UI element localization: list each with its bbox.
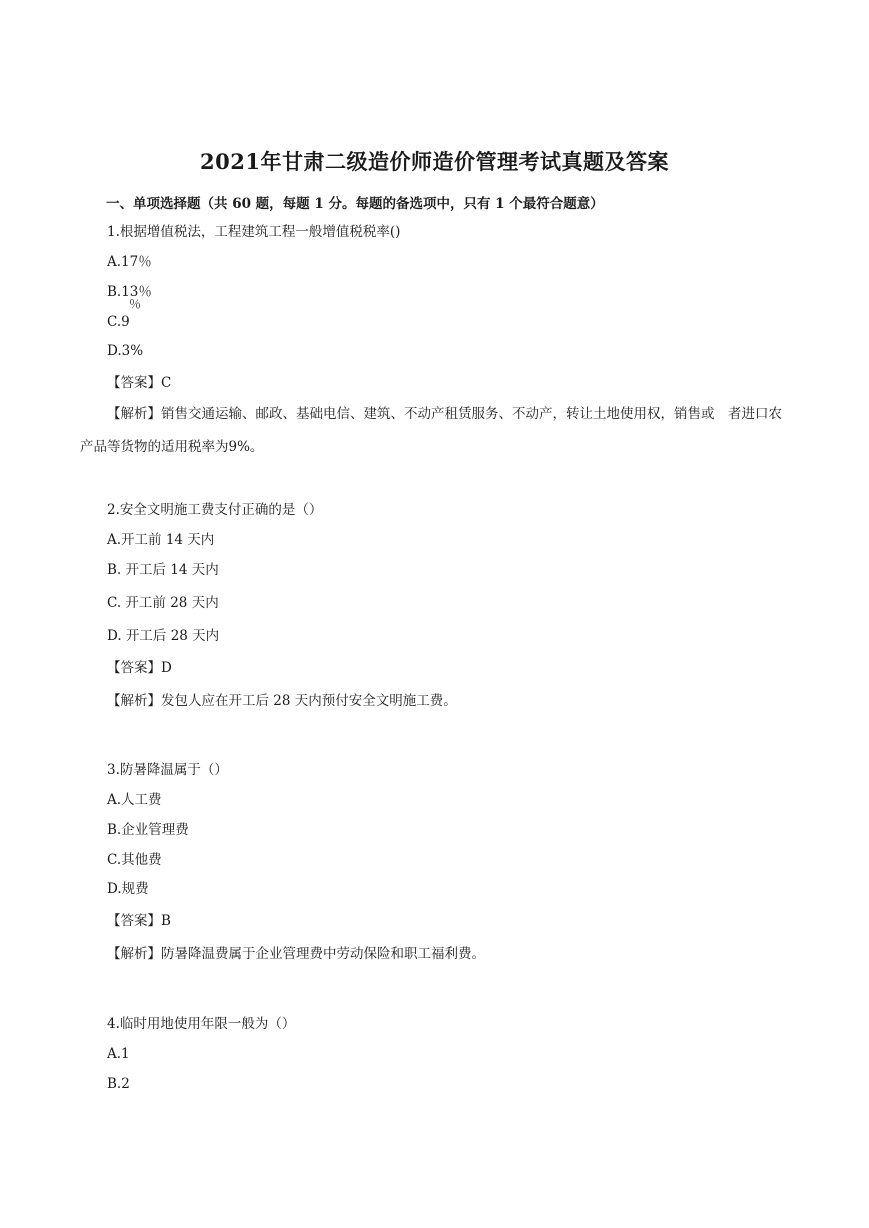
page-title: 2021年甘肃二级造价师造价管理考试真题及答案 xyxy=(200,149,669,174)
question-3-stem: 3.防暑降温属于（） xyxy=(107,762,228,778)
question-4-option-b: B.2 xyxy=(107,1076,130,1092)
question-4-option-a: A.1 xyxy=(107,1046,130,1062)
question-3-analysis: 【解析】防暑降温费属于企业管理费中劳动保险和职工福利费。 xyxy=(107,946,485,962)
question-3-option-d: D.规费 xyxy=(107,881,149,897)
section-heading: 一、单项选择题（共 60 题，每题 1 分。每题的备选项中，只有 1 个最符合题意） xyxy=(106,196,604,212)
question-1-stem: 1.根据增值税法，工程建筑工程一般增值税税率() xyxy=(107,224,401,240)
question-1-option-c-percent: ％ xyxy=(129,297,142,311)
question-2-option-d: D. 开工后 28 天内 xyxy=(107,628,220,644)
question-1-option-d: D.3% xyxy=(107,343,144,359)
question-2-option-a: A.开工前 14 天内 xyxy=(107,532,215,548)
question-3-answer: 【答案】B xyxy=(107,913,171,929)
question-4-stem: 4.临时用地使用年限一般为（） xyxy=(107,1016,296,1032)
question-1-analysis: 【解析】销售交通运输、邮政、基础电信、建筑、不动产租赁服务、不动产，转让土地使用权，销售或 者进口农产品等货物的适用税率为9%。 xyxy=(80,406,782,455)
question-3-option-c: C.其他费 xyxy=(107,852,162,868)
question-1-option-c: C.9 xyxy=(107,314,130,330)
question-2-option-c: C. 开工前 28 天内 xyxy=(107,595,219,611)
question-2-option-b: B. 开工后 14 天内 xyxy=(107,562,219,578)
question-2-stem: 2.安全文明施工费支付正确的是（） xyxy=(107,502,323,518)
question-2-analysis: 【解析】发包人应在开工后 28 天内预付安全文明施工费。 xyxy=(107,693,457,709)
question-3-option-a: A.人工费 xyxy=(107,792,162,808)
question-1-option-a: A.17％ xyxy=(107,254,152,270)
question-1-answer: 【答案】C xyxy=(107,375,172,391)
question-3-option-b: B.企业管理费 xyxy=(107,822,189,838)
question-1-option-b: B.13％ xyxy=(107,284,152,300)
question-2-answer: 【答案】D xyxy=(107,660,172,676)
